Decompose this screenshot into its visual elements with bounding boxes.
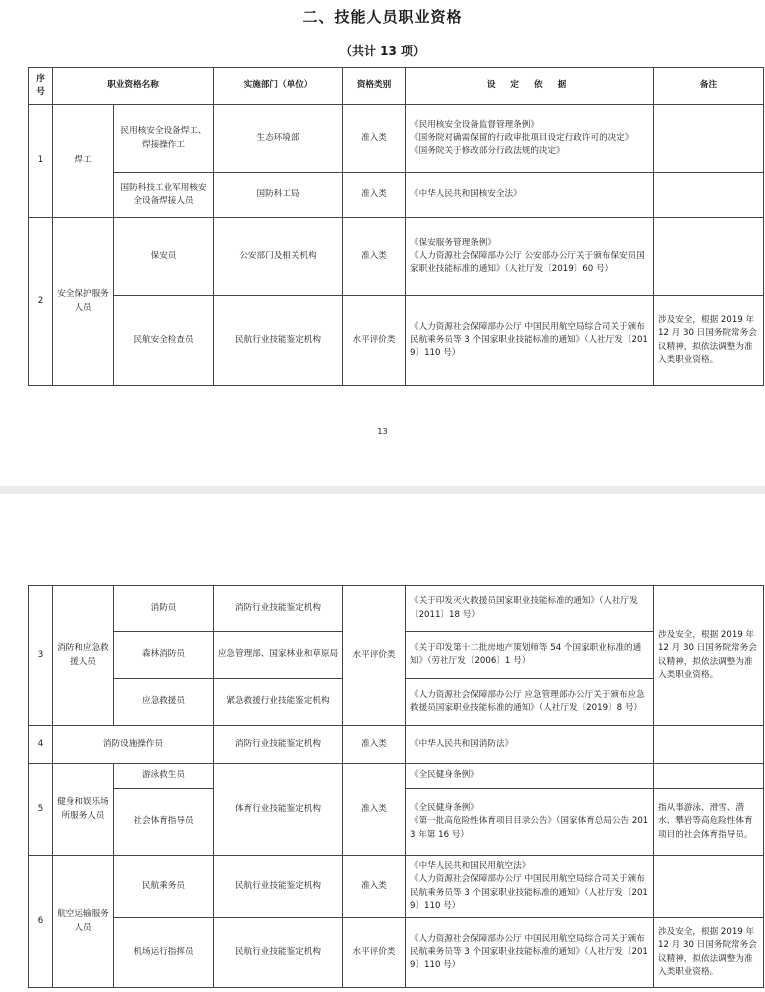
qualification-name: 消防员 [114,586,214,632]
legal-basis [406,296,654,386]
basis-line: 《国务院对确需保留的行政审批项目设定行政许可的决定》 [410,132,634,143]
table-row [29,856,764,918]
legal-basis [406,726,654,764]
basis-line: 《民用核安全设备监督管理条例》 [410,119,539,130]
header-name: 职业资格名称 [53,68,214,105]
basis-line: 《全民健身条例》 [410,803,479,814]
note [654,218,764,296]
category: 准入类 [343,856,406,918]
category: 准入类 [343,105,406,173]
table-row [29,105,764,173]
qualification-name: 民用核安全设备焊工、焊接操作工 [114,105,214,173]
department: 民航行业技能鉴定机构 [214,296,343,386]
legal-basis [406,632,654,679]
basis-line: 《中华人民共和国民用航空法》 [410,860,531,871]
basis-line: 《第一批高危险性体育项目目录公告》（国家体育总局公告 2013 年第 16 号） [410,816,649,840]
category: 水平评价类 [343,586,406,726]
basis-line: 《中华人民共和国核安全法》 [410,189,522,200]
department: 国防科工局 [214,173,343,218]
table-row [29,726,764,764]
basis-line: 《关于印发灭火救援员国家职业技能标准的通知》（人社厅发〔2011〕18 号） [410,596,638,620]
qualification-name: 民航安全检查员 [114,296,214,386]
legal-basis [406,105,654,173]
department: 消防行业技能鉴定机构 [214,586,343,632]
table-row [29,173,764,218]
category: 水平评价类 [343,918,406,988]
row-seq: 6 [29,856,53,988]
basis-line: 《人力资源社会保障部办公厅 中国民用航空局综合司关于颁布民航乘务员等 3 个国家职业技能标准的通知》（人社厅发〔2019〕110 号） [410,321,648,359]
qualification-name: 保安员 [114,218,214,296]
category: 准入类 [343,173,406,218]
note: 涉及安全，根据 2019 年 12 月 30 日国务院常务会议精神，拟依法调整为准入类职业资格。 [654,586,764,726]
department: 民航行业技能鉴定机构 [214,918,343,988]
basis-line: 《人力资源社会保障部办公厅 中国民用航空局综合司关于颁布民航乘务员等 3 个国家职业技能标准的通知》（人社厅发〔2019〕110 号） [410,933,648,971]
row-seq: 4 [29,726,53,764]
qualification-name: 民航乘务员 [114,856,214,918]
document-title: 二、技能人员职业资格 [302,8,463,26]
department: 应急管理部、国家林业和草原局 [214,632,343,679]
note [654,105,764,173]
department: 民航行业技能鉴定机构 [214,856,343,918]
department: 紧急救援行业技能鉴定机构 [214,679,343,726]
legal-basis [406,764,654,789]
note: 涉及安全，根据 2019 年 12 月 30 日国务院常务会议精神，拟依法调整为准入类职业资格。 [654,296,764,386]
row-group: 焊工 [53,105,114,218]
row-seq: 2 [29,218,53,386]
table-header-row [29,68,764,105]
row-group: 航空运输服务人员 [53,856,114,988]
basis-line: 《国务院关于修改部分行政法规的决定》 [410,146,565,157]
row-seq: 3 [29,586,53,726]
legal-basis [406,173,654,218]
document-subtitle: （共计 13 项） [339,44,426,58]
qualification-table-page-2 [28,585,764,988]
legal-basis [406,218,654,296]
legal-basis [406,918,654,988]
qualification-name: 森林消防员 [114,632,214,679]
page-number: 13 [377,427,388,436]
department: 消防行业技能鉴定机构 [214,726,343,764]
table-row [29,296,764,386]
qualification-name: 机场运行指挥员 [114,918,214,988]
department: 体育行业技能鉴定机构 [214,764,343,856]
qualification-name: 国防科技工业军用核安全设备焊接人员 [114,173,214,218]
header-seq: 序号 [29,68,53,105]
basis-line: 《人力资源社会保障部办公厅 中国民用航空局综合司关于颁布民航乘务员等 3 个国家职业技能标准的通知》（人社厅发〔2019〕110 号） [410,874,648,911]
header-notes: 备注 [654,68,764,105]
table-row [29,764,764,789]
qualification-name: 社会体育指导员 [114,789,214,856]
header-dept: 实施部门（单位） [214,68,343,105]
note [654,856,764,918]
qualification-name: 消防设施操作员 [53,726,214,764]
page-separator [0,486,765,494]
table-row [29,918,764,988]
note: 指从事游泳、滑雪、潜水、攀岩等高危险性体育项目的社会体育指导员。 [654,789,764,856]
qualification-name: 应急救援员 [114,679,214,726]
row-group: 安全保护服务人员 [53,218,114,386]
header-category: 资格类别 [343,68,406,105]
note [654,173,764,218]
category: 准入类 [343,764,406,856]
basis-line: 《关于印发第十二批房地产策划师等 54 个国家职业标准的通知》（劳社厅发〔2006〕1 号） [410,642,642,666]
category: 准入类 [343,726,406,764]
basis-line: 《中华人民共和国消防法》 [410,738,514,749]
department: 生态环境部 [214,105,343,173]
qualification-table-page-1 [28,67,764,386]
basis-line: 《全民健身条例》 [410,770,479,781]
category: 准入类 [343,218,406,296]
basis-line: 《人力资源社会保障部办公厅 应急管理部办公厅关于颁布应急救援员国家职业技能标准的通知》（人社厅发〔2019〕8 号） [410,689,645,713]
basis-line: 《保安服务管理条例》 [410,237,496,248]
legal-basis [406,679,654,726]
row-group: 健身和娱乐场所服务人员 [53,764,114,856]
header-basis: 设 定 依 据 [406,68,654,105]
row-seq: 5 [29,764,53,856]
legal-basis [406,789,654,856]
table-row [29,586,764,632]
legal-basis [406,856,654,918]
legal-basis [406,586,654,632]
note [654,726,764,764]
department: 公安部门及相关机构 [214,218,343,296]
category: 水平评价类 [343,296,406,386]
qualification-name: 游泳救生员 [114,764,214,789]
row-seq: 1 [29,105,53,218]
basis-line: 《人力资源社会保障部办公厅 公安部办公厅关于颁布保安员国家职业技能标准的通知》（人社厅发〔2019〕60 号） [410,250,645,275]
note [654,764,764,789]
table-row [29,218,764,296]
note: 涉及安全，根据 2019 年 12 月 30 日国务院常务会议精神，拟依法调整为准入类职业资格。 [654,918,764,988]
row-group: 消防和应急救援人员 [53,586,114,726]
